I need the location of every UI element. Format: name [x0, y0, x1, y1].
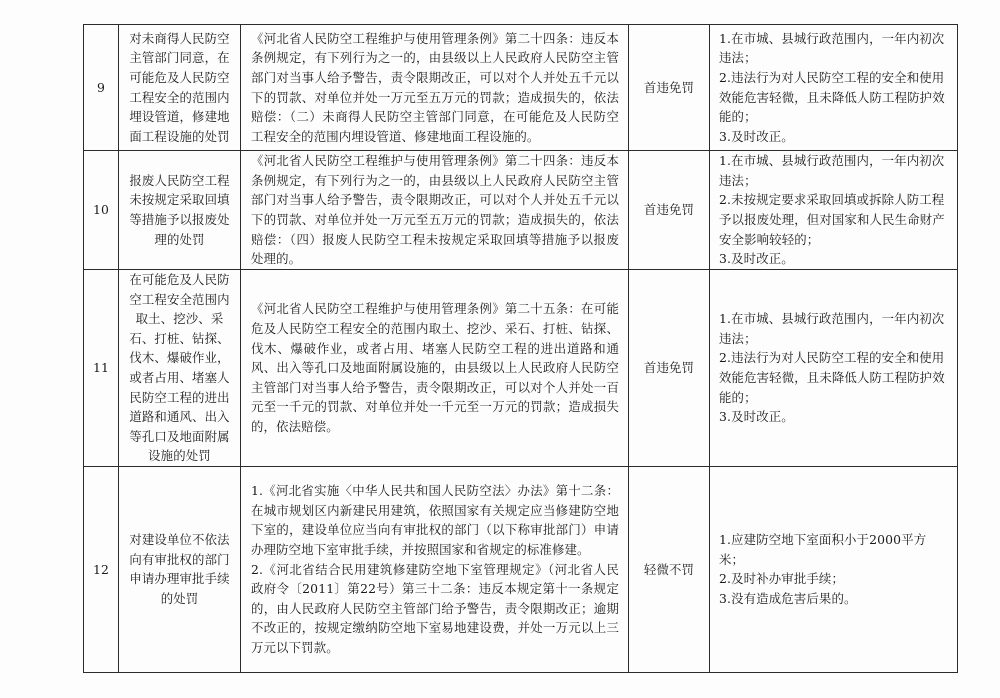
row-number: 10	[84, 151, 119, 270]
conditions	[710, 151, 958, 270]
condition-line: 3.没有造成危害后果的。	[719, 591, 857, 607]
conditions	[710, 25, 958, 151]
legal-basis	[241, 270, 629, 467]
penalty-exemption-table	[83, 24, 958, 673]
condition-line: 3.及时改正。	[719, 251, 794, 267]
legal-basis	[241, 466, 629, 672]
table-row	[84, 270, 958, 467]
violation-item: 对建设单位不依法向有审批权的部门申请办理审批手续的处罚	[119, 466, 241, 672]
table-row	[84, 25, 958, 151]
legal-basis-paragraph: 1.《河北省实施〈中华人民共和国人民防空法〉办法》第十二条：在城市规划区内新建民用建筑，依照国家有关规定应当修建防空地下室的，建设单位应当向有审批权的部门（以下称审批部门）申请办理防空地下室审批手续，并按照国家和省规定的标准修建。	[251, 483, 619, 558]
condition-line: 1.在市城、县城行政范围内，一年内初次违法；	[719, 311, 945, 346]
condition-line: 1.在市城、县城行政范围内，一年内初次违法；	[719, 30, 945, 66]
condition-line: 1.在市城、县城行政范围内，一年内初次违法；	[719, 153, 945, 188]
exemption-type: 首违免罚	[629, 270, 710, 467]
row-number: 11	[84, 270, 119, 467]
condition-line: 2.违法行为对人民防空工程的安全和使用效能危害轻微，且未降低人防工程防护效能的；	[719, 350, 945, 405]
condition-line: 3.及时改正。	[719, 128, 794, 144]
legal-basis-paragraph: 《河北省人民防空工程维护与使用管理条例》第二十四条：违反本条例规定，有下列行为之一的，由县级以上人民政府人民防空主管部门对当事人给予警告，责令限期改正，可以对个人并处五千元以下的罚款、对单位并处一万元至五万元的罚款；造成损失的，依法赔偿：（二）未商得人民防空主管部门同意，在可能危及人民防空工程安全的范围内埋设管道、修建地面工程设施的。	[251, 30, 619, 144]
row-number: 9	[84, 25, 119, 151]
condition-line: 2.违法行为对人民防空工程的安全和使用效能危害轻微，且未降低人防工程防护效能的；	[719, 69, 945, 125]
violation-item: 在可能危及人民防空工程安全范围内取土、挖沙、采石、打桩、钻探、伐木、爆破作业，或者占用、堵塞人民防空工程的进出道路和通风、出入等孔口及地面附属设施的处罚	[119, 270, 241, 467]
violation-item: 对未商得人民防空主管部门同意，在可能危及人民防空工程安全的范围内埋设管道，修建地面工程设施的处罚	[119, 25, 241, 151]
legal-basis	[241, 151, 629, 270]
legal-basis	[241, 25, 629, 151]
condition-line: 2.未按规定要求采取回填或拆除人防工程予以报废处理，但对国家和人民生命财产安全影响较轻的；	[719, 192, 945, 247]
conditions	[710, 466, 958, 672]
row-number: 12	[84, 466, 119, 672]
condition-line: 3.及时改正。	[719, 409, 794, 425]
condition-line: 2.及时补办审批手续；	[719, 571, 844, 587]
conditions	[710, 270, 958, 467]
exemption-type: 首违免罚	[629, 25, 710, 151]
table-row	[84, 151, 958, 270]
condition-line: 1.应建防空地下室面积小于2000平方米；	[719, 532, 927, 567]
exemption-type: 轻微不罚	[629, 466, 710, 672]
exemption-type: 首违免罚	[629, 151, 710, 270]
legal-basis-paragraph: 2.《河北省结合民用建筑修建防空地下室管理规定》（河北省人民政府令〔2011〕第22号）第三十二条：违反本规定第十一条规定的，由人民政府人民防空主管部门给予警告，责令限期改正；逾期不改正的，按规定缴纳防空地下室易地建设费，并处一万元以上三万元以下罚款。	[251, 561, 619, 656]
legal-basis-paragraph: 《河北省人民防空工程维护与使用管理条例》第二十五条：在可能危及人民防空工程安全的范围内取土、挖沙、采石、打桩、钻探、伐木、爆破作业，或者占用、堵塞人民防空工程的进出道路和通风、出入等孔口及地面附属设施的，由县级以上人民政府人民防空主管部门对当事人给予警告，责令限期改正，可以对个人并处一百元至一千元的罚款、对单位并处一千元至一万元的罚款；造成损失的，依法赔偿。	[251, 301, 619, 434]
legal-basis-paragraph: 《河北省人民防空工程维护与使用管理条例》第二十四条：违反本条例规定，有下列行为之一的，由县级以上人民政府人民防空主管部门对当事人给予警告，责令限期改正，可以对个人并处五千元以下的罚款、对单位并处一万元至五万元的罚款；造成损失的，依法赔偿：（四）报废人民防空工程未按规定采取回填等措施予以报废处理的。	[251, 153, 619, 267]
violation-item: 报废人民防空工程未按规定采取回填等措施予以报废处理的处罚	[119, 151, 241, 270]
table-row	[84, 466, 958, 672]
